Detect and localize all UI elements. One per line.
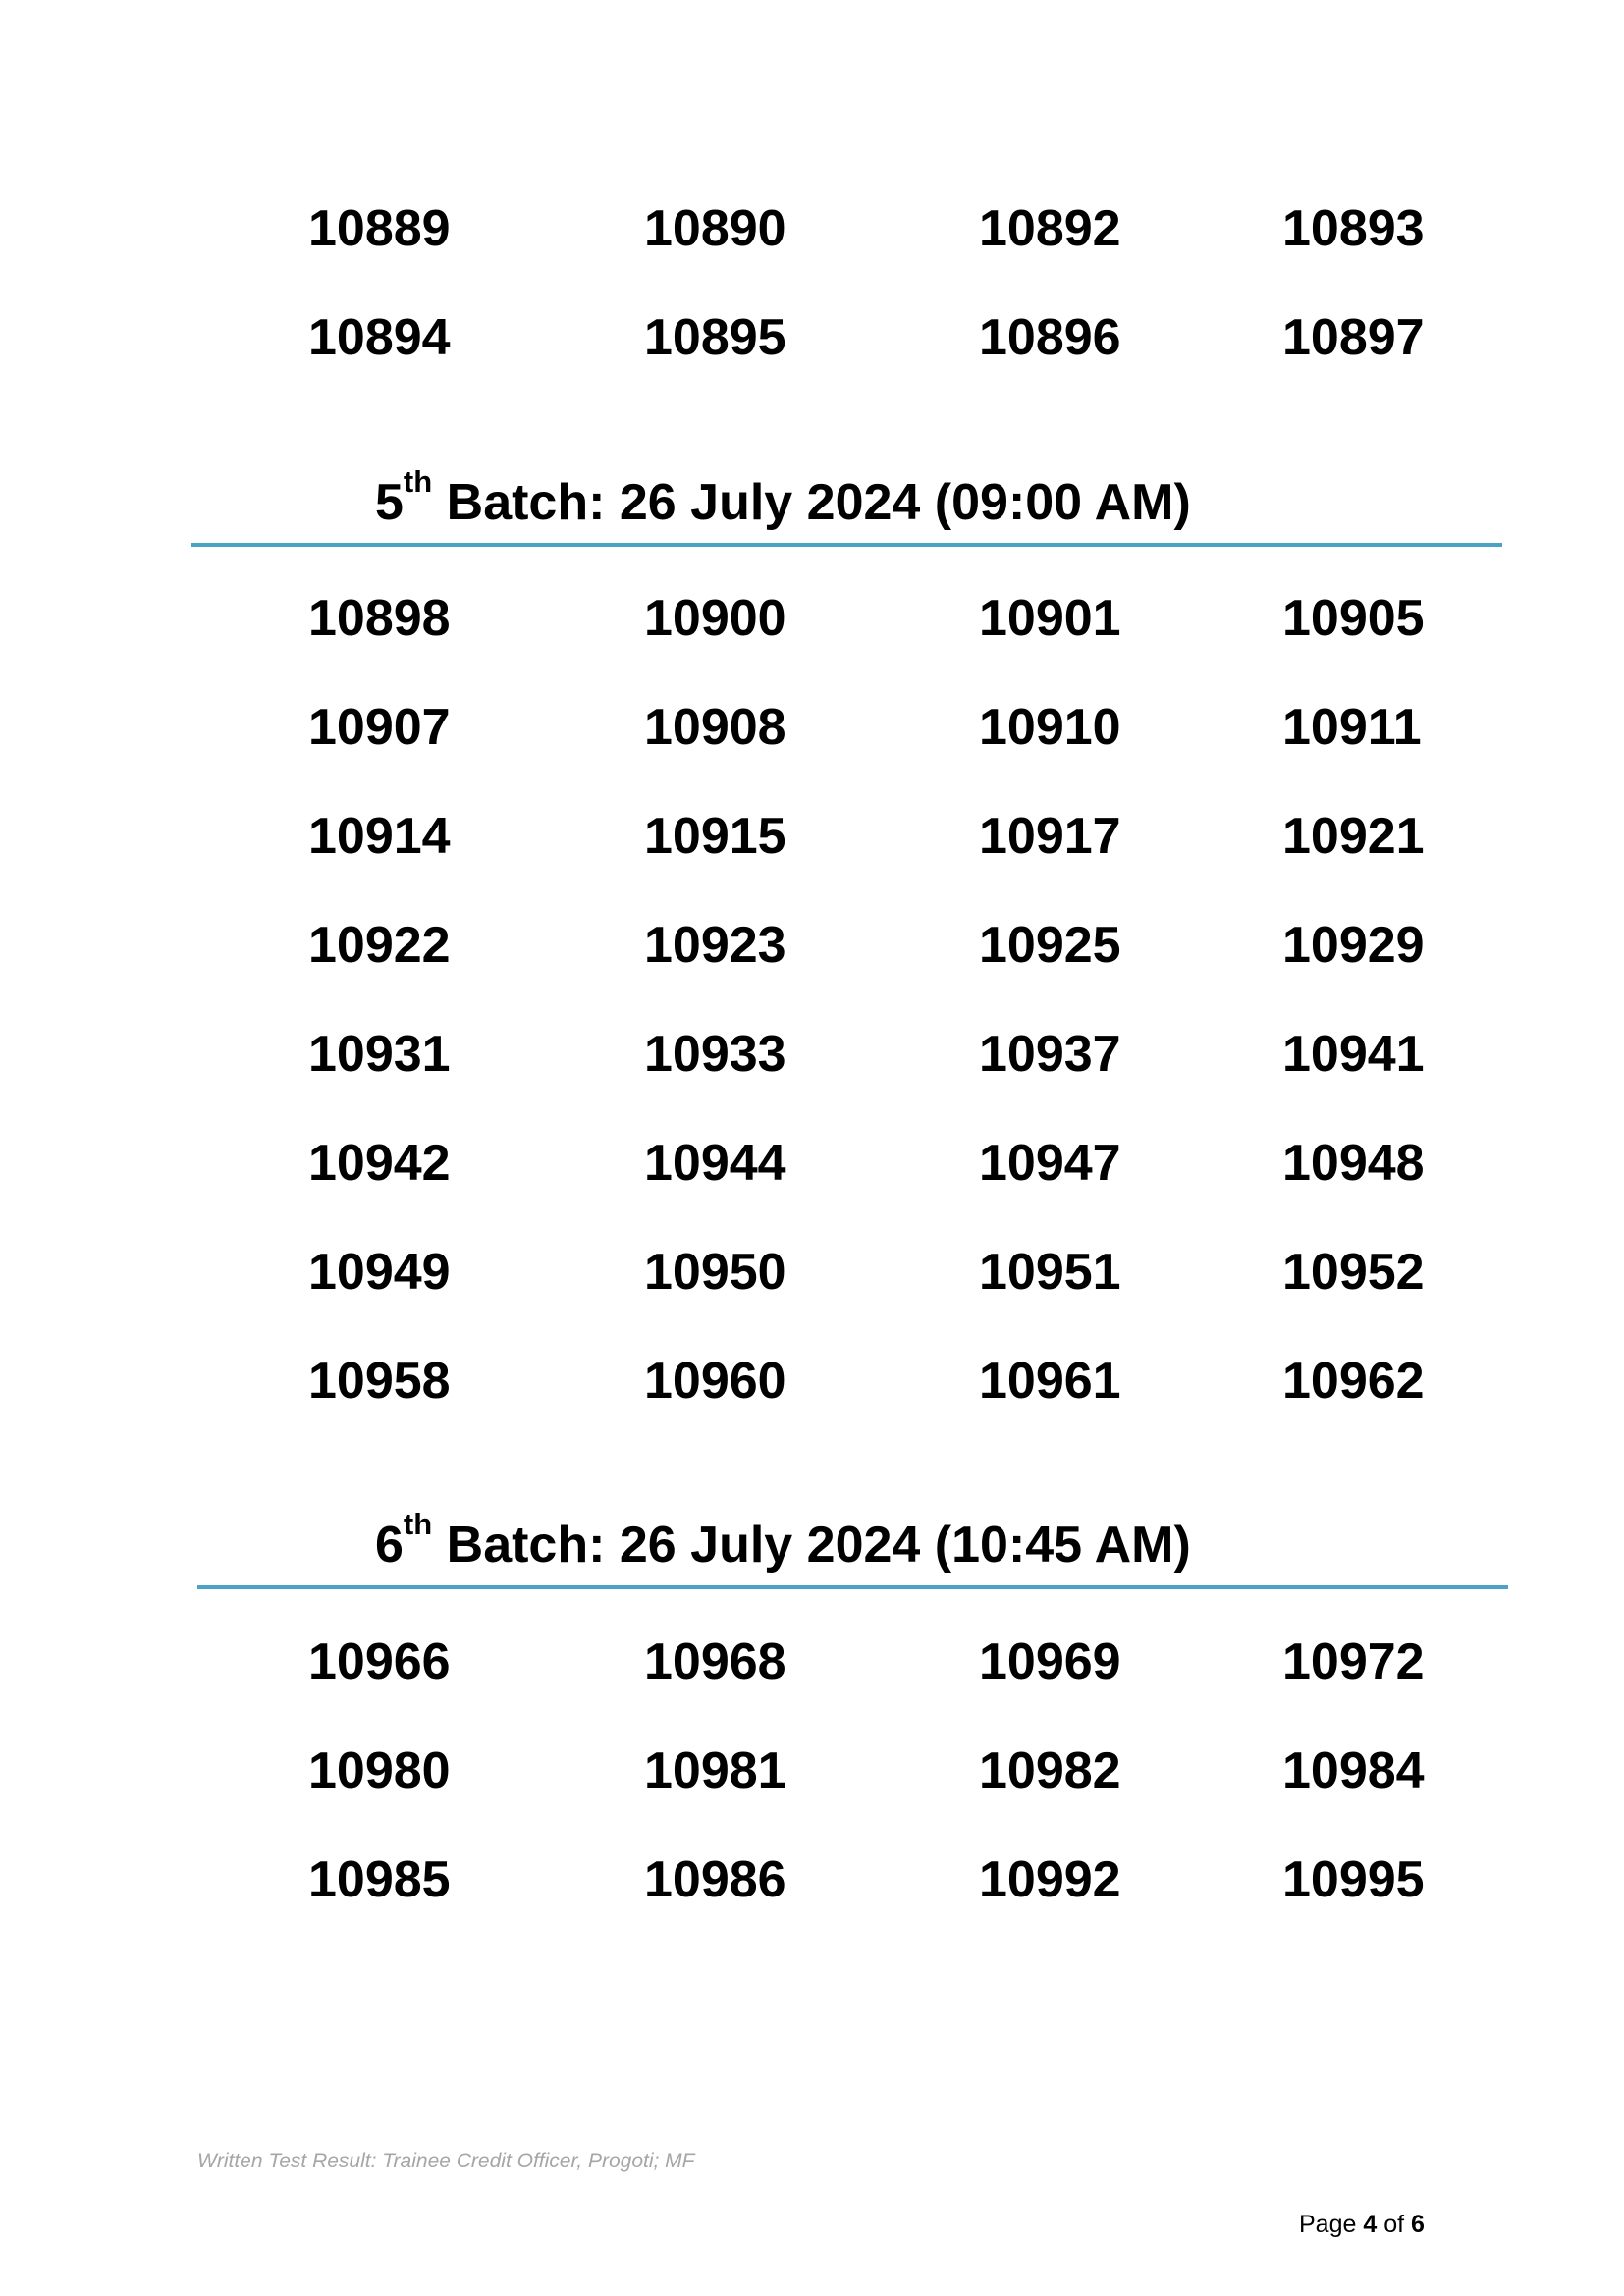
roll-number: 10961 (979, 1353, 1121, 1410)
roll-number: 10914 (308, 808, 451, 865)
roll-number: 10910 (979, 699, 1121, 756)
roll-number: 10898 (308, 590, 451, 647)
roll-number: 10942 (308, 1135, 451, 1192)
roll-number: 10900 (644, 590, 786, 647)
batch-ordinal-suffix: th (403, 1507, 433, 1541)
roll-number: 10941 (1282, 1026, 1425, 1083)
roll-number: 10984 (1282, 1742, 1425, 1799)
roll-number: 10982 (979, 1742, 1121, 1799)
roll-number: 10895 (644, 309, 786, 366)
roll-number: 10969 (979, 1633, 1121, 1690)
roll-number: 10944 (644, 1135, 786, 1192)
batch-heading (375, 1507, 1455, 1579)
table-row (0, 584, 1624, 653)
roll-number: 10986 (644, 1851, 786, 1908)
roll-number: 10995 (1282, 1851, 1425, 1908)
roll-number: 10952 (1282, 1244, 1425, 1301)
roll-number: 10901 (979, 590, 1121, 647)
roll-number: 10960 (644, 1353, 786, 1410)
roll-number: 10923 (644, 917, 786, 974)
batch-ordinal-suffix: th (403, 464, 433, 499)
table-row (0, 1845, 1624, 1914)
roll-number: 10894 (308, 309, 451, 366)
roll-number: 10980 (308, 1742, 451, 1799)
batch-ordinal-number: 6 (375, 1517, 404, 1574)
roll-number: 10921 (1282, 808, 1425, 865)
roll-number: 10905 (1282, 590, 1425, 647)
roll-number: 10948 (1282, 1135, 1425, 1192)
heading-divider (197, 1585, 1508, 1589)
table-row (0, 1238, 1624, 1307)
page-middle: of (1377, 2211, 1411, 2238)
roll-number: 10947 (979, 1135, 1121, 1192)
table-row (0, 1736, 1624, 1805)
table-row (0, 693, 1624, 762)
page-total: 6 (1411, 2211, 1425, 2238)
roll-number: 10985 (308, 1851, 451, 1908)
roll-number: 10972 (1282, 1633, 1425, 1690)
roll-number: 10968 (644, 1633, 786, 1690)
roll-number: 10929 (1282, 917, 1425, 974)
table-row (0, 1129, 1624, 1198)
roll-number: 10907 (308, 699, 451, 756)
heading-divider (191, 543, 1502, 547)
roll-number: 10922 (308, 917, 451, 974)
table-row (0, 194, 1624, 263)
batch-heading-text: Batch: 26 July 2024 (09:00 AM) (432, 474, 1191, 531)
roll-number: 10915 (644, 808, 786, 865)
roll-number: 10933 (644, 1026, 786, 1083)
roll-number: 10950 (644, 1244, 786, 1301)
roll-number: 10966 (308, 1633, 451, 1690)
table-row (0, 802, 1624, 871)
roll-number: 10925 (979, 917, 1121, 974)
batch-ordinal-number: 5 (375, 474, 404, 531)
roll-number: 10908 (644, 699, 786, 756)
roll-number: 10958 (308, 1353, 451, 1410)
batch-heading (375, 464, 1455, 537)
roll-number: 10889 (308, 200, 451, 257)
batch-heading-text: Batch: 26 July 2024 (10:45 AM) (432, 1517, 1191, 1574)
roll-number: 10917 (979, 808, 1121, 865)
roll-number: 10951 (979, 1244, 1121, 1301)
roll-number: 10911 (1282, 699, 1422, 756)
page-number (1299, 2211, 1425, 2239)
table-row (0, 1628, 1624, 1696)
table-row (0, 1347, 1624, 1415)
footer-document-title: Written Test Result: Trainee Credit Officer, Progoti; MF (197, 2150, 695, 2172)
roll-number: 10896 (979, 309, 1121, 366)
table-row (0, 303, 1624, 372)
roll-number: 10893 (1282, 200, 1425, 257)
page-current: 4 (1363, 2211, 1378, 2238)
roll-number: 10981 (644, 1742, 786, 1799)
page-prefix: Page (1299, 2211, 1364, 2238)
table-row (0, 1020, 1624, 1089)
roll-number: 10890 (644, 200, 786, 257)
table-row (0, 911, 1624, 980)
roll-number: 10992 (979, 1851, 1121, 1908)
roll-number: 10931 (308, 1026, 451, 1083)
roll-number: 10937 (979, 1026, 1121, 1083)
roll-number: 10897 (1282, 309, 1425, 366)
roll-number: 10949 (308, 1244, 451, 1301)
roll-number: 10962 (1282, 1353, 1425, 1410)
roll-number: 10892 (979, 200, 1121, 257)
